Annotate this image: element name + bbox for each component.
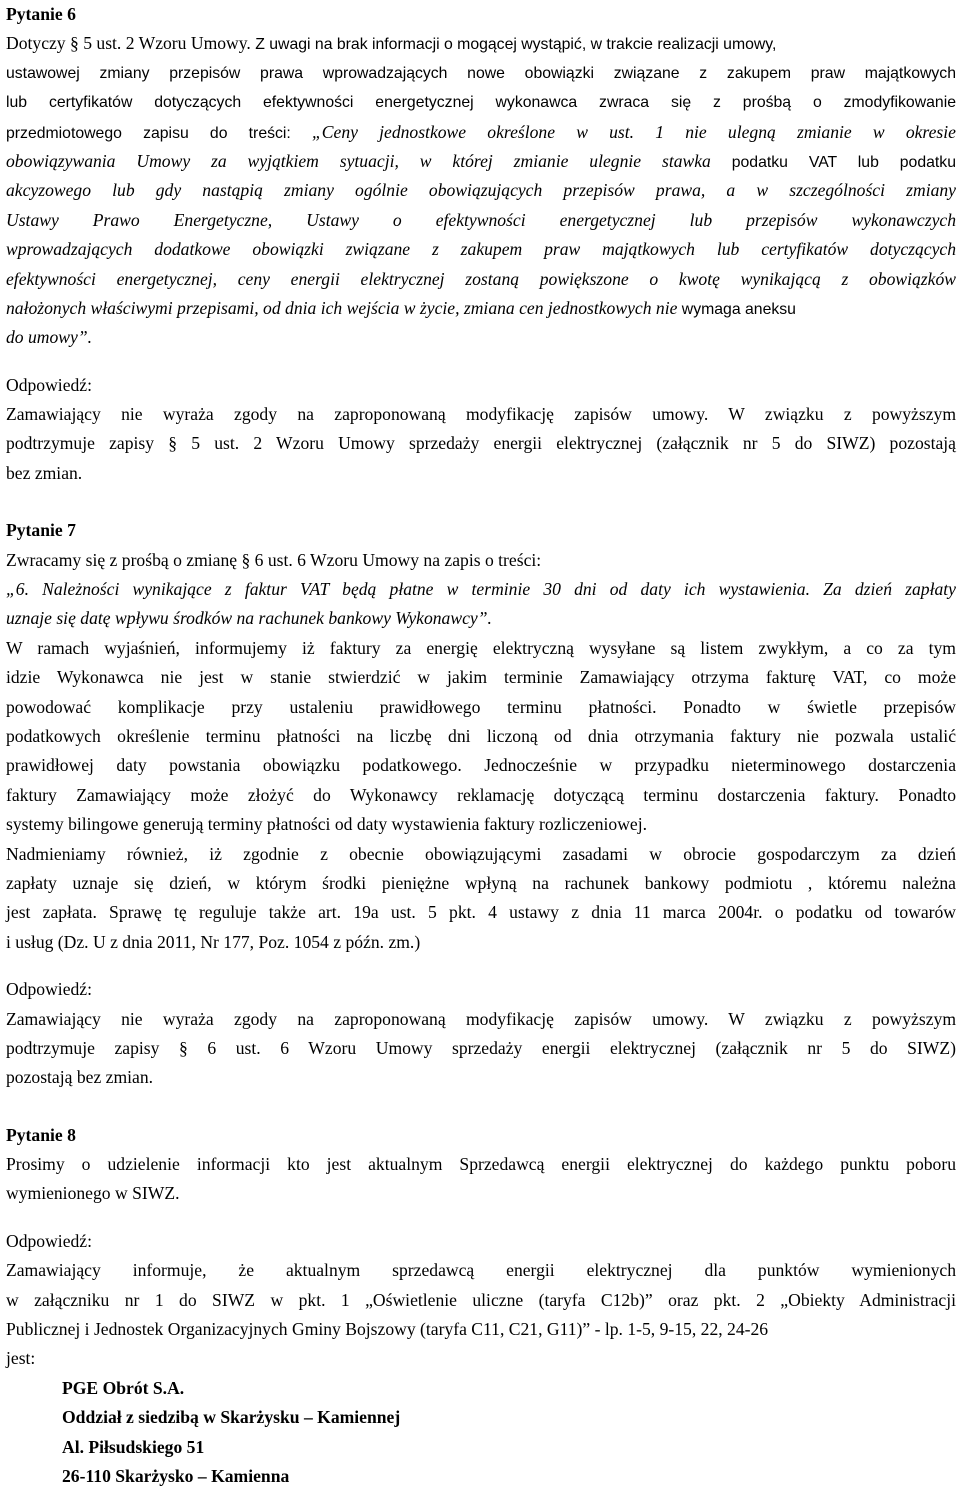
question-8-heading: Pytanie 8 [6, 1124, 76, 1145]
question-6-heading: Pytanie 6 [6, 4, 76, 24]
question-6-line [6, 147, 956, 176]
question-6-line: wprowadzających dodatkowe obowiązki związane z zakupem praw majątkowych lub certyfikatów dotyczących [6, 239, 956, 260]
question-7-line: Zwracamy się z prośbą o zmianę § 6 ust. 6 Wzoru Umowy na zapis o treści: [6, 549, 542, 570]
question-6-line [6, 29, 956, 58]
question-7-heading: Pytanie 7 [6, 520, 76, 541]
answer-7-line: Zamawiający nie wyraża zgody na zaproponowaną modyfikację zapisów umowy. W związku z powyższym [6, 1008, 956, 1029]
question-7-line: prawidłowej daty powstania obowiązku podatkowego. Jednocześnie w przypadku nieterminowego dostarczenia [6, 755, 956, 776]
question-7-line: i usług (Dz. U z dnia 2011, Nr 177, Poz. 1054 z późn. zm.) [6, 931, 421, 952]
answer-7-line: pozostają bez zmian. [6, 1067, 154, 1088]
question-6-line: Ustawy Prawo Energetyczne, Ustawy o efektywności energetycznej lub przepisów wykonawczych [6, 209, 956, 230]
question-6-line [6, 118, 956, 147]
question-7-line: systemy bilingowe generują terminy płatności od daty wystawienia faktury rozliczeniowej. [6, 814, 648, 835]
text-run: Dotyczy § 5 ust. 2 Wzoru Umowy. [6, 33, 251, 54]
quoted-text-run: nałożonych właściwymi przepisami, od dnia ich wejścia w życie, zmiana cen jednostkowych nie [6, 297, 678, 318]
question-6-line [6, 294, 956, 323]
question-7-quote-line: uznaje się datę wpływu środków na rachunek bankowy Wykonawcy”. [6, 608, 492, 629]
question-6-line: efektywności energetycznej, ceny energii elektrycznej zostaną powiększone o kwotę wynikającą z obowiązków [6, 268, 956, 289]
question-7-line: podatkowych określenie terminu płatności na liczbę dni liczoną od dnia otrzymania faktury nie pozwala ustalić [6, 725, 956, 746]
answer-6-line: podtrzymuje zapisy § 5 ust. 2 Wzoru Umowy sprzedaży energii elektrycznej (załącznik nr 5 do SIWZ) pozostają [6, 433, 956, 454]
question-6-line: lub certyfikatów dotyczących efektywności energetycznej wykonawca zwraca się z prośbą o zmodyfikowanie [6, 94, 956, 112]
question-7-line: idzie Wykonawca nie jest w stanie stwierdzić w jakim terminie Zamawiający otrzyma fakturę VAT, co może [6, 667, 956, 688]
spacer [6, 1093, 956, 1121]
seller-name: PGE Obrót S.A. [62, 1377, 185, 1398]
question-7-line: Nadmieniamy również, iż zgodnie z obecnie obowiązującymi zasadami w obrocie gospodarczym za dzień [6, 843, 956, 864]
answer-label: Odpowiedź: [6, 374, 92, 395]
text-run: Z uwagi na brak informacji o mogącej wystąpić, w trakcie realizacji umowy, [255, 36, 777, 54]
spacer [6, 957, 956, 975]
quoted-text-run: obowiązywania Umowy za wyjątkiem sytuacji, w której zmianie ulegnie stawka [6, 150, 711, 171]
question-6-line: do umowy”. [6, 327, 93, 348]
answer-8-line: Publicznej i Jednostek Organizacyjnych Gminy Bojszowy (taryfa C11, C21, G11)” - lp. 1-5, 9-15, 22, 24-26 [6, 1319, 769, 1340]
question-7-line: faktury Zamawiający może złożyć do Wykonawcy reklamację dotyczącą terminu dostarczenia faktury. Ponadto [6, 784, 956, 805]
question-7-line: W ramach wyjaśnień, informujemy iż faktury za energię elektryczną wysyłane są listem zwykłym, a co za tym [6, 637, 956, 658]
seller-street: Al. Piłsudskiego 51 [62, 1436, 205, 1457]
answer-6-line: bez zmian. [6, 462, 83, 483]
answer-6-line: Zamawiający nie wyraża zgody na zaproponowaną modyfikację zapisów umowy. W związku z powyższym [6, 404, 956, 425]
question-7-quote-line: „6. Należności wynikające z faktur VAT będą płatne w terminie 30 dni od daty ich wystawienia. Za dzień zapłaty [6, 579, 956, 600]
answer-8-line: w załączniku nr 1 do SIWZ w pkt. 1 „Oświetlenie uliczne (taryfa C12b)” oraz pkt. 2 „Obiekty Administracji [6, 1289, 956, 1310]
question-6-line: akcyzowego lub gdy nastąpią zmiany ogólnie obowiązujących przepisów prawa, a w szczególności zmiany [6, 180, 956, 201]
answer-8-line: Zamawiający informuje, że aktualnym sprzedawcą energii elektrycznej dla punktów wymienionych [6, 1260, 956, 1281]
answer-7-line: podtrzymuje zapisy § 6 ust. 6 Wzoru Umowy sprzedaży energii elektrycznej (załącznik nr 5 do SIWZ) [6, 1037, 956, 1058]
answer-label: Odpowiedź: [6, 1230, 92, 1251]
answer-label: Odpowiedź: [6, 979, 92, 1000]
answer-8-line: jest: [6, 1348, 36, 1369]
question-8-line: Prosimy o udzielenie informacji kto jest aktualnym Sprzedawcą energii elektrycznej do każdego punktu poboru [6, 1154, 956, 1175]
question-7-line: zapłaty uznaje się dzień, w którym środki pieniężne wpłyną na rachunek bankowy podmiotu , któremu należna [6, 872, 956, 893]
spacer [6, 488, 956, 516]
text-run: wymaga aneksu [681, 300, 796, 318]
quoted-text-run: „Ceny jednostkowe określone w ust. 1 nie ulegną zmianie w okresie [312, 121, 956, 142]
question-8-line: wymienionego w SIWZ. [6, 1183, 180, 1204]
question-6-line: ustawowej zmiany przepisów prawa wprowadzających nowe obowiązki związane z zakupem praw majątkowych [6, 64, 956, 82]
seller-city: 26-110 Skarżysko – Kamienna [62, 1465, 290, 1486]
seller-branch: Oddział z siedzibą w Skarżysku – Kamiennej [62, 1407, 401, 1428]
spacer [6, 353, 956, 371]
spacer [6, 1209, 956, 1227]
question-7-line: jest zapłata. Sprawę tę reguluje także art. 19a ust. 5 pkt. 4 ustawy z dnia 11 marca 2004r. o podatku od towarów [6, 902, 956, 923]
text-run: podatku VAT lub podatku [731, 153, 956, 171]
text-run: przedmiotowego zapisu do treści: [6, 124, 291, 142]
question-7-line: powodować komplikacje przy ustaleniu prawidłowego terminu płatności. Ponadto w świetle przepisów [6, 696, 956, 717]
